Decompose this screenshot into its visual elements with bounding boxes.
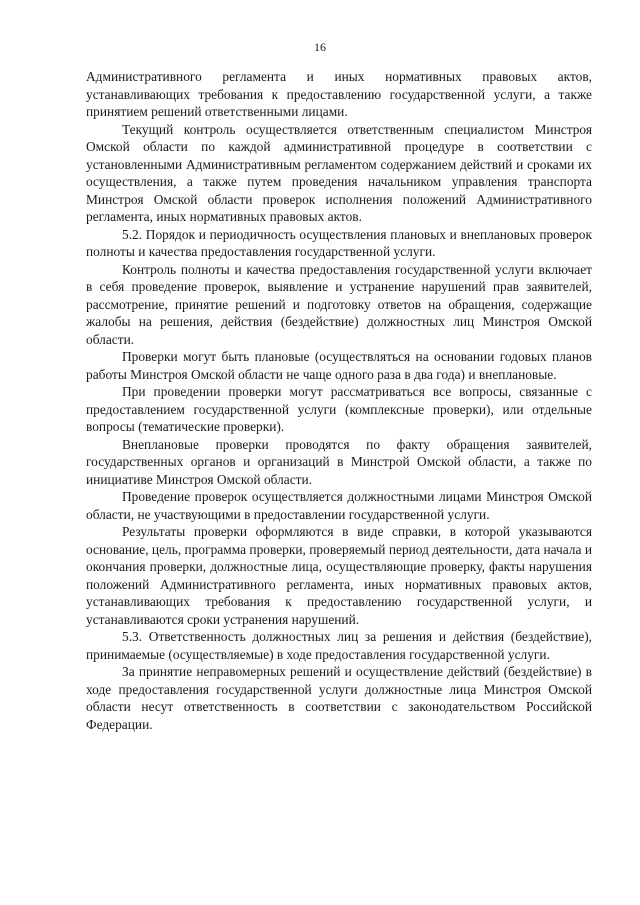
paragraph-check-officials: Проведение проверок осуществляется должностными лицами Минстроя Омской области, не участвующими в предоставлении государственной услуги.: [86, 489, 592, 522]
paragraph-continuation: Административного регламента и иных нормативных правовых актов, устанавливающих требования к предоставлению государственной услуги, а также принятием решений ответственными лицами.: [86, 69, 592, 119]
section-heading-5-2: 5.2. Порядок и периодичность осуществления плановых и внеплановых проверок полноты и качества предоставления государственной услуги.: [86, 226, 592, 259]
paragraph-current-control: Текущий контроль осуществляется ответственным специалистом Минстроя Омской области по каждой административной процедуре в соответствии с установленными Административным регламентом содержанием действий и сроками их осуществления, а также путем проведения начальником управления транспорта Минстроя Омской области проверок исполнения положений Административного регламента, иных нормативных правовых актов.: [86, 121, 592, 224]
section-heading-5-3: 5.3. Ответственность должностных лиц за решения и действия (бездействие), принимаемые (осуществляемые) в ходе предоставления государственной услуги.: [86, 629, 592, 662]
paragraph-liability: За принятие неправомерных решений и осуществление действий (бездействие) в ходе предоставления государственной услуги должностные лица Минстроя Омской области несут ответственность в соответствии с законодательством Российской Федерации.: [86, 664, 592, 732]
document-body: [86, 68, 592, 733]
paragraph-unplanned-checks: Внеплановые проверки проводятся по факту обращения заявителей, государственных органов и организаций в Минстрой Омской области, а также по инициативе Минстроя Омской области.: [86, 436, 592, 487]
paragraph-check-scope: При проведении проверки могут рассматриваться все вопросы, связанные с предоставлением государственной услуги (комплексные проверки), или отдельные вопросы (тематические проверки).: [86, 384, 592, 434]
paragraph-check-results: Результаты проверки оформляются в виде справки, в которой указываются основание, цель, программа проверки, проверяемый период деятельности, дата начала и окончания проверки, должностные лица, осуществляющие проверку, факты нарушения положений Административного регламента, иных нормативных правовых актов, устанавливающих требования к предоставлению государственной услуги, и устанавливаются сроки устранения нарушений.: [86, 524, 592, 627]
paragraph-quality-control: Контроль полноты и качества предоставления государственной услуги включает в себя проведение проверок, выявление и устранение нарушений прав заявителей, рассмотрение, принятие решений и подготовку ответов на обращения, содержащие жалобы на решения, действия (бездействие) должностных лиц Минстроя Омской области.: [86, 261, 592, 347]
page-number: 16: [314, 40, 326, 54]
paragraph-planned-checks: Проверки могут быть плановые (осуществляться на основании годовых планов работы Минстроя Омской области не чаще одного раза в два года) и внеплановые.: [86, 349, 592, 382]
